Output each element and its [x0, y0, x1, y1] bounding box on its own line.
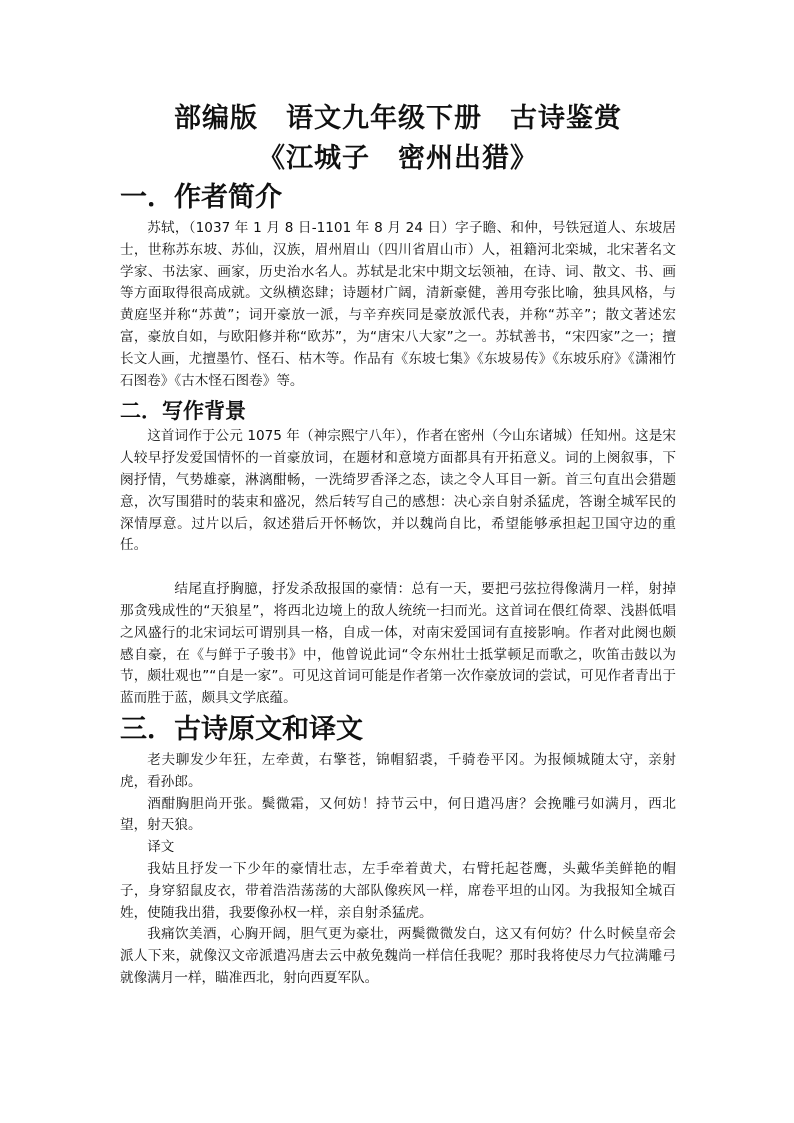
background-paragraph-2: 结尾直抒胸臆，抒发杀敌报国的豪情：总有一天，要把弓弦拉得像满月一样，射掉那贪残成性的“天狼星”，将西北边境上的敌人统统一扫而光。这首词在偎红倚翠、浅斟低唱之风盛行的北宋词坛可谓别具一格，自成一体，对南宋爱国词有直接影响。作者对此阕也颇感自豪，在《与鲜于子骏书》中，他曾说此词“令东州壮士抵掌顿足而歌之，吹笛击鼓以为节，颇壮观也”“自是一家”。可见这首词可能是作者第一次作豪放词的尝试，可见作者青出于蓝而胜于蓝，颇具文学底蕴。: [120, 581, 676, 707]
section-background: [120, 396, 676, 710]
document-page: [120, 100, 676, 990]
poem-stanza-1: 老夫聊发少年狂，左牵黄，右擎苍，锦帽貂裘，千骑卷平冈。为报倾城随太守，亲射虎，看孙郎。: [120, 751, 676, 790]
translation-label: 译文: [147, 839, 175, 856]
translation-paragraph-1: 我姑且抒发一下少年的豪情壮志，左手牵着黄犬，右臂托起苍鹰，头戴华美鲜艳的帽子，身穿貂鼠皮衣，带着浩浩荡荡的大部队像疾风一样，席卷平坦的山冈。为我报知全城百姓，使随我出猎，我要像孙权一样，亲自射杀猛虎。: [120, 860, 676, 921]
background-paragraph-1: 这首词作于公元 1075 年（神宗熙宁八年），作者在密州（今山东诸城）任知州。这是宋人较早抒发爱国情怀的一首豪放词，在题材和意境方面都具有开拓意义。词的上阕叙事，下阕抒情，气势雄豪，淋漓酣畅，一洗绮罗香泽之态，读之令人耳目一新。首三句直出会猎题意，次写围猎时的装束和盛况，然后转写自己的感想：决心亲自射杀猛虎，答谢全城军民的深情厚意。过片以后，叙述猎后开怀畅饮，并以魏尚自比，希望能够承担起卫国守边的重任。: [120, 428, 676, 554]
section-author: [120, 178, 676, 392]
document-subtitle: 《江城子 密州出猎》: [258, 143, 538, 174]
section-poem: [120, 710, 676, 990]
translation-paragraph-2: 我痛饮美酒，心胸开阔，胆气更为豪壮，两鬓微微发白，这又有何妨？什么时候皇帝会派人下来，就像汉文帝派遣冯唐去云中赦免魏尚一样信任我呢？那时我将使尽力气拉满雕弓就像满月一样，瞄准西北，射向西夏军队。: [120, 926, 676, 986]
section-heading-poem: 三．古诗原文和译文: [120, 713, 363, 745]
paragraph-gap: [120, 557, 676, 579]
section-heading-author: 一．作者简介: [120, 182, 282, 213]
section-heading-background: 二．写作背景: [120, 398, 246, 424]
author-paragraph: 苏轼，（1037 年 1 月 8 日-1101 年 8 月 24 日）字子瞻、和仲，号铁冠道人、东坡居士，世称苏东坡、苏仙，汉族，眉州眉山（四川省眉山市）人，祖籍河北栾城，北宋著名文学家、书法家、画家，历史治水名人。苏轼是北宋中期文坛领袖，在诗、词、散文、书、画等方面取得很高成就。文纵横恣肆；诗题材广阔，清新豪健，善用夸张比喻，独具风格，与黄庭坚并称“苏黄”；词开豪放一派，与辛弃疾同是豪放派代表，并称“苏辛”；散文著述宏富，豪放自如，与欧阳修并称“欧苏”，为“唐宋八大家”之一。苏轼善书，“宋四家”之一；擅长文人画，尤擅墨竹、怪石、枯木等。作品有《东坡七集》《东坡易传》《东坡乐府》《潇湘竹石图卷》《古木怪石图卷》等。: [120, 220, 676, 389]
poem-stanza-2: 酒酣胸胆尚开张。鬓微霜，又何妨！持节云中，何日遣冯唐？会挽雕弓如满月，西北望，射天狼。: [120, 795, 676, 834]
document-title: 部编版 语文九年级下册 古诗鉴赏: [174, 103, 622, 134]
